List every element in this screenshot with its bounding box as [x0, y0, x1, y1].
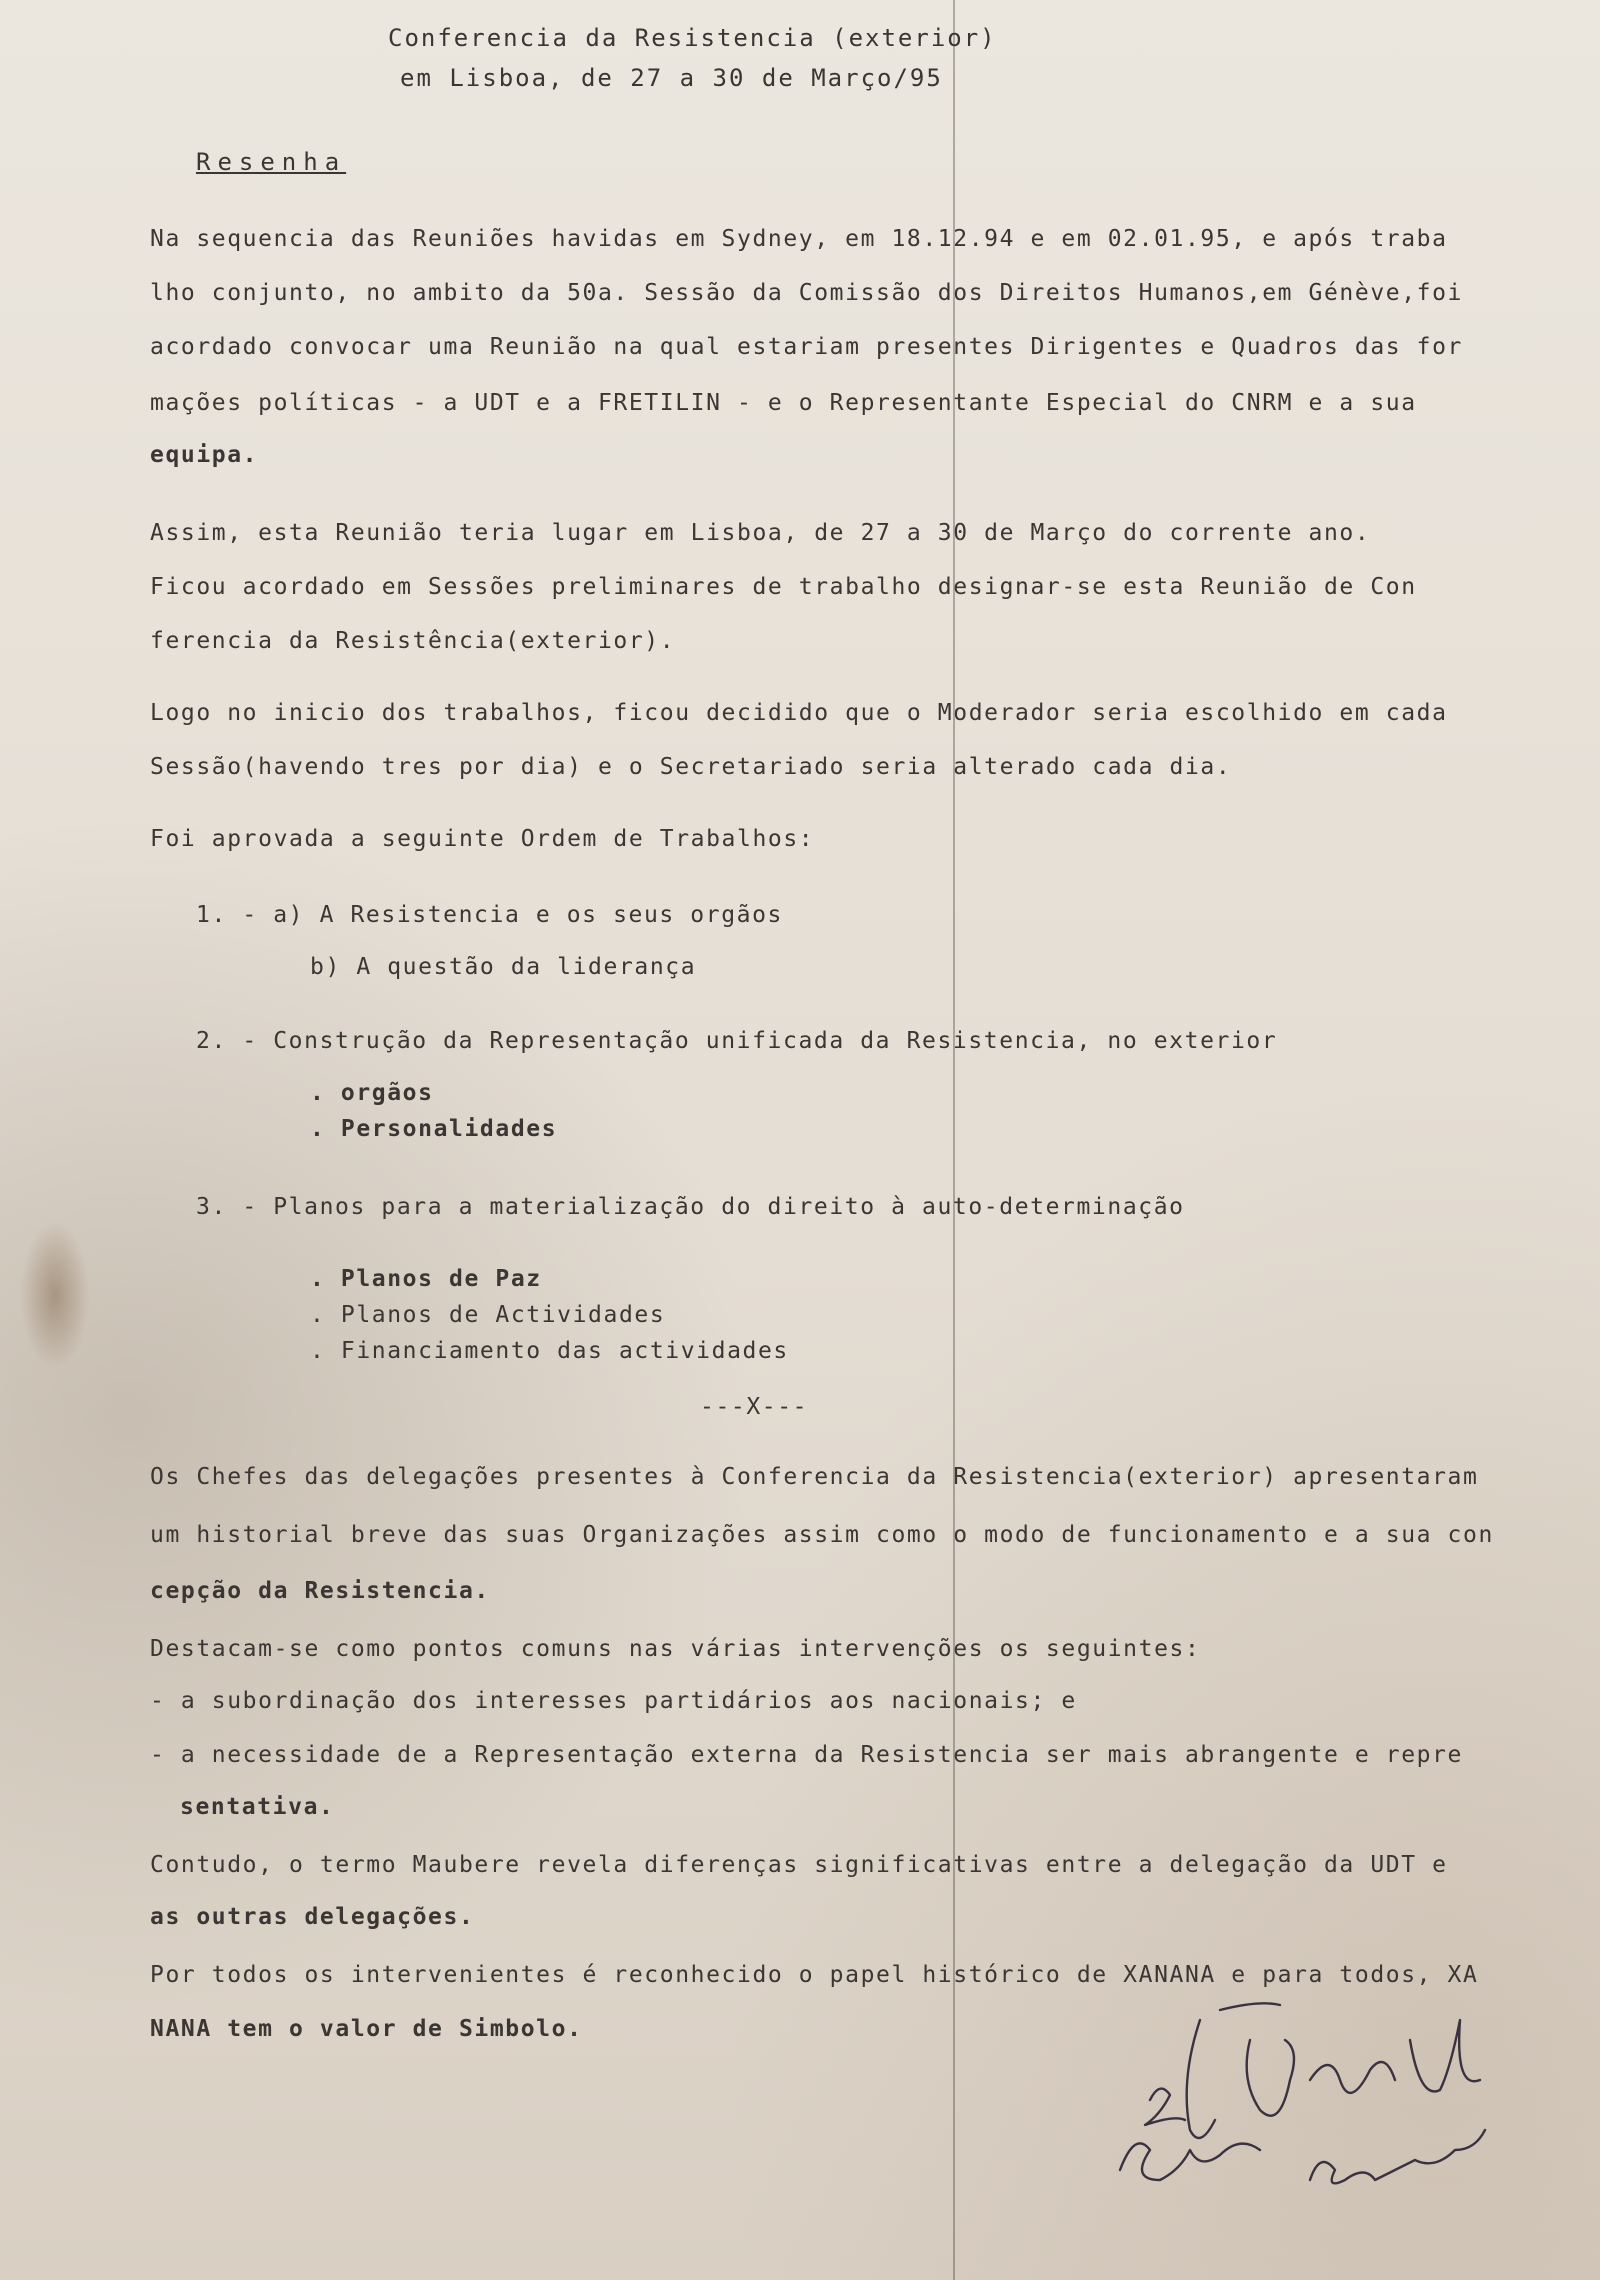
- paragraph-4-line-3: cepção da Resistencia.: [150, 1578, 490, 1604]
- agenda-item-1a: 1. - a) A Resistencia e os seus orgãos: [196, 902, 783, 928]
- paragraph-5-line-2: - a subordinação dos interesses partidários aos nacionais; e: [150, 1688, 1077, 1714]
- paragraph-1-line-5: equipa.: [150, 442, 259, 468]
- agenda-item-3: 3. - Planos para a materialização do direito à auto-determinação: [196, 1194, 1185, 1220]
- paragraph-6-line-2: as outras delegações.: [150, 1904, 475, 1930]
- paragraph-6-line-1: Contudo, o termo Maubere revela diferenças significativas entre a delegação da UDT e: [150, 1852, 1448, 1878]
- section-title: Resenha: [196, 148, 347, 176]
- paragraph-7-line-2: NANA tem o valor de Simbolo.: [150, 2016, 583, 2042]
- paragraph-5-line-4: sentativa.: [180, 1794, 335, 1820]
- paragraph-2-line-1: Assim, esta Reunião teria lugar em Lisboa, de 27 a 30 de Março do corrente ano.: [150, 520, 1371, 546]
- agenda-item-2-sub-2: . Personalidades: [310, 1116, 558, 1142]
- paragraph-5-line-3: - a necessidade de a Representação externa da Resistencia ser mais abrangente e repre: [150, 1742, 1464, 1768]
- paper-stain: [20, 1220, 90, 1370]
- header-line-2: em Lisboa, de 27 a 30 de Março/95: [400, 64, 943, 92]
- header-line-1: Conferencia da Resistencia (exterior): [388, 24, 997, 52]
- agenda-item-3-sub-3: . Financiamento das actividades: [310, 1338, 789, 1364]
- paragraph-5-line-1: Destacam-se como pontos comuns nas várias intervenções os seguintes:: [150, 1636, 1201, 1662]
- agenda-item-1b: b) A questão da liderança: [310, 954, 697, 980]
- agenda-item-2: 2. - Construção da Representação unificada da Resistencia, no exterior: [196, 1028, 1278, 1054]
- paragraph-7-line-1: Por todos os intervenientes é reconhecido o papel histórico de XANANA e para todos, XA: [150, 1962, 1479, 1988]
- paragraph-1-line-3: acordado convocar uma Reunião na qual estariam presentes Dirigentes e Quadros das for: [150, 334, 1464, 360]
- paragraph-2-line-3: ferencia da Resistência(exterior).: [150, 628, 676, 654]
- agenda-item-2-sub-1: . orgãos: [310, 1080, 434, 1106]
- agenda-intro: Foi aprovada a seguinte Ordem de Trabalhos:: [150, 826, 815, 852]
- paragraph-2-line-2: Ficou acordado em Sessões preliminares de trabalho designar-se esta Reunião de Con: [150, 574, 1417, 600]
- separator: ---X---: [700, 1394, 809, 1420]
- paragraph-1-line-4: mações políticas - a UDT e a FRETILIN - e o Representante Especial do CNRM e a sua: [150, 390, 1417, 416]
- paragraph-4-line-1: Os Chefes das delegações presentes à Conferencia da Resistencia(exterior) apresentaram: [150, 1464, 1479, 1490]
- handwritten-signatures: [1110, 1980, 1570, 2200]
- paragraph-1-line-2: lho conjunto, no ambito da 50a. Sessão da Comissão dos Direitos Humanos,em Génève,foi: [150, 280, 1464, 306]
- paragraph-3-line-2: Sessão(havendo tres por dia) e o Secretariado seria alterado cada dia.: [150, 754, 1232, 780]
- paragraph-1-line-1: Na sequencia das Reuniões havidas em Sydney, em 18.12.94 e em 02.01.95, e após traba: [150, 226, 1448, 252]
- paragraph-3-line-1: Logo no inicio dos trabalhos, ficou decidido que o Moderador seria escolhido em cada: [150, 700, 1448, 726]
- agenda-item-3-sub-1: . Planos de Paz: [310, 1266, 542, 1292]
- paragraph-4-line-2: um historial breve das suas Organizações assim como o modo de funcionamento e a sua con: [150, 1522, 1494, 1548]
- agenda-item-3-sub-2: . Planos de Actividades: [310, 1302, 666, 1328]
